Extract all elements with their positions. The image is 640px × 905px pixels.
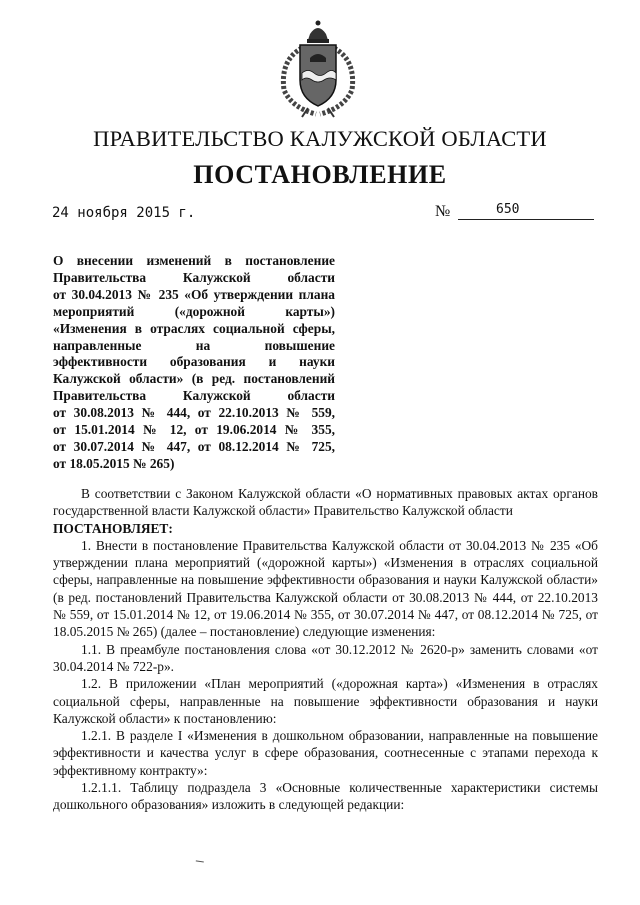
resolves-heading: ПОСТАНОВЛЯЕТ:: [53, 520, 173, 536]
clause-1-2: 1.2. В приложении «План мероприятий («дорожная карта») «Изменения в отраслях социальной сферы, направленные на повышение эффективности образования и науки Калужской области» к постановлению:: [53, 676, 598, 726]
subject-line: от 30.08.2013 № 444, от 22.10.2013 № 559,: [53, 405, 335, 421]
subject-line: Правительства Калужской области: [53, 388, 335, 404]
clause-1-1: 1.1. В преамбуле постановления слова «от 30.12.2012 № 2620-р» заменить словами «от 30.04.2014 № 722-р».: [53, 641, 598, 674]
subject-line: от 15.01.2014 № 12, от 19.06.2014 № 355,: [53, 422, 335, 438]
clause-1-2-1: 1.2.1. В разделе I «Изменения в дошкольном образовании, направленные на повышение эффективности и качества услуг в сфере образования, соотнесенные с этапами перехода к эффективному контракту»:: [53, 728, 598, 778]
subject-line: от 30.07.2014 № 447, от 08.12.2014 № 725,: [53, 438, 335, 454]
clause-1-2-1-1: 1.2.1.1. Таблицу подраздела 3 «Основные количественные характеристики системы дошкольного образования» изложить в следующей редакции:: [53, 780, 598, 813]
kaluga-coat-of-arms-emblem: [272, 18, 364, 118]
government-title: ПРАВИТЕЛЬСТВО КАЛУЖСКОЙ ОБЛАСТИ: [93, 126, 547, 151]
number-label: №: [435, 203, 451, 220]
subject-line: Калужской области» (в ред. постановлений: [53, 371, 335, 387]
scan-mark: [196, 857, 204, 862]
subject-line: направленные на повышение: [53, 337, 335, 353]
subject-line: эффективности образования и науки: [53, 354, 335, 370]
number-underline: [458, 219, 594, 220]
document-body: [53, 485, 598, 814]
document-type: ПОСТАНОВЛЕНИЕ: [193, 160, 447, 189]
document-number: 650: [496, 202, 520, 217]
document-subject: [53, 253, 335, 473]
preamble-paragraph: В соответствии с Законом Калужской области «О нормативных правовых актах органов государственной власти Калужской области» Правительство Калужской области: [53, 486, 598, 519]
subject-line: Правительства Калужской области: [53, 269, 335, 285]
clause-1: 1. Внести в постановление Правительства Калужской области от 30.04.2013 № 235 «Об утверждении плана мероприятий («дорожной карты») «Изменения в отраслях социальной сферы, направленные на повышение эффективности образования и науки Калужской области» (в ред. постановлений Правительства Калужской области от 30.08.2013 № 444, от 22.10.2013 № 559, от 15.01.2014 № 12, от 19.06.2014 № 355, от 30.07.2014 № 447, от 08.12.2014 № 725, от 18.05.2015 № 265) (далее – постановление) следующие изменения:: [53, 537, 598, 640]
subject-line: мероприятий («дорожной карты»): [53, 303, 335, 319]
subject-line: от 30.04.2013 № 235 «Об утверждении плана: [53, 286, 335, 302]
document-date: 24 ноября 2015 г.: [52, 205, 196, 221]
subject-line: «Изменения в отраслях социальной сферы,: [53, 320, 335, 336]
subject-line: О внесении изменений в постановление: [53, 253, 335, 268]
subject-line: от 18.05.2015 № 265): [53, 455, 175, 471]
